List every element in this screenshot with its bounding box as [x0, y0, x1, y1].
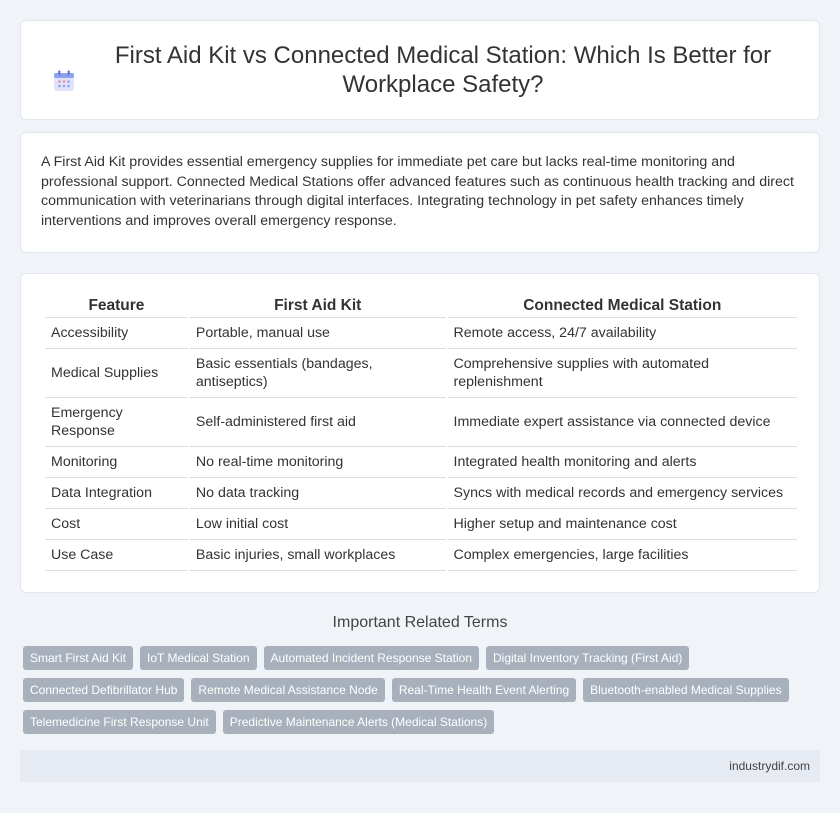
feature-cell: Cost — [45, 509, 188, 540]
station-cell: Integrated health monitoring and alerts — [448, 447, 797, 478]
header-card — [20, 20, 820, 120]
kit-cell: No data tracking — [190, 478, 446, 509]
kit-cell: Basic essentials (bandages, antiseptics) — [190, 349, 446, 398]
header-connected-station: Connected Medical Station — [448, 294, 797, 318]
title-wrap — [50, 41, 790, 99]
station-cell: Immediate expert assistance via connected device — [448, 398, 797, 447]
table-row — [45, 509, 797, 540]
feature-cell: Emergency Response — [45, 398, 188, 447]
tag-automated-incident-response-station[interactable]: Automated Incident Response Station — [264, 646, 479, 670]
station-cell: Comprehensive supplies with automated replenishment — [448, 349, 797, 398]
feature-cell: Monitoring — [45, 447, 188, 478]
station-cell: Syncs with medical records and emergency services — [448, 478, 797, 509]
tag-connected-defibrillator-hub[interactable]: Connected Defibrillator Hub — [23, 678, 184, 702]
related-tags — [23, 646, 823, 742]
feature-cell: Medical Supplies — [45, 349, 188, 398]
comparison-table — [43, 294, 799, 571]
comparison-card — [20, 273, 820, 593]
tag-predictive-maintenance-alerts[interactable]: Predictive Maintenance Alerts (Medical Stations) — [223, 710, 494, 734]
kit-cell: Basic injuries, small workplaces — [190, 540, 446, 571]
tag-iot-medical-station[interactable]: IoT Medical Station — [140, 646, 257, 670]
feature-cell: Use Case — [45, 540, 188, 571]
kit-cell: Portable, manual use — [190, 318, 446, 349]
tag-remote-medical-assistance-node[interactable]: Remote Medical Assistance Node — [191, 678, 384, 702]
feature-cell: Data Integration — [45, 478, 188, 509]
tag-telemedicine-first-response-unit[interactable]: Telemedicine First Response Unit — [23, 710, 216, 734]
calendar-icon — [52, 69, 76, 93]
tag-bluetooth-enabled-medical-supplies[interactable]: Bluetooth-enabled Medical Supplies — [583, 678, 788, 702]
footer-site[interactable]: industrydif.com — [729, 759, 810, 773]
table-row — [45, 478, 797, 509]
footer — [20, 750, 820, 782]
kit-cell: Low initial cost — [190, 509, 446, 540]
station-cell: Complex emergencies, large facilities — [448, 540, 797, 571]
table-row — [45, 540, 797, 571]
table-row — [45, 349, 797, 398]
kit-cell: No real-time monitoring — [190, 447, 446, 478]
page-title: First Aid Kit vs Connected Medical Station: Which Is Better for Workplace Safety? — [114, 42, 772, 98]
feature-cell: Accessibility — [45, 318, 188, 349]
table-row — [45, 447, 797, 478]
table-row — [45, 398, 797, 447]
header-first-aid-kit: First Aid Kit — [190, 294, 446, 318]
tag-digital-inventory-tracking[interactable]: Digital Inventory Tracking (First Aid) — [486, 646, 689, 670]
station-cell: Remote access, 24/7 availability — [448, 318, 797, 349]
intro-card — [20, 132, 820, 253]
tag-smart-first-aid-kit[interactable]: Smart First Aid Kit — [23, 646, 133, 670]
header-feature: Feature — [45, 294, 188, 318]
intro-text: A First Aid Kit provides essential emergency supplies for immediate pet care but lacks real-time monitoring and professional support. Connected Medical Stations offer advanced features such as continuous health tracking and direct communication with veterinarians through digital interfaces. Integrating technology in pet safety enhances timely interventions and improves overall emergency response. — [41, 154, 794, 229]
station-cell: Higher setup and maintenance cost — [448, 509, 797, 540]
tag-real-time-health-event-alerting[interactable]: Real-Time Health Event Alerting — [392, 678, 576, 702]
table-row — [45, 318, 797, 349]
related-terms-title: Important Related Terms — [332, 614, 508, 631]
kit-cell: Self-administered first aid — [190, 398, 446, 447]
